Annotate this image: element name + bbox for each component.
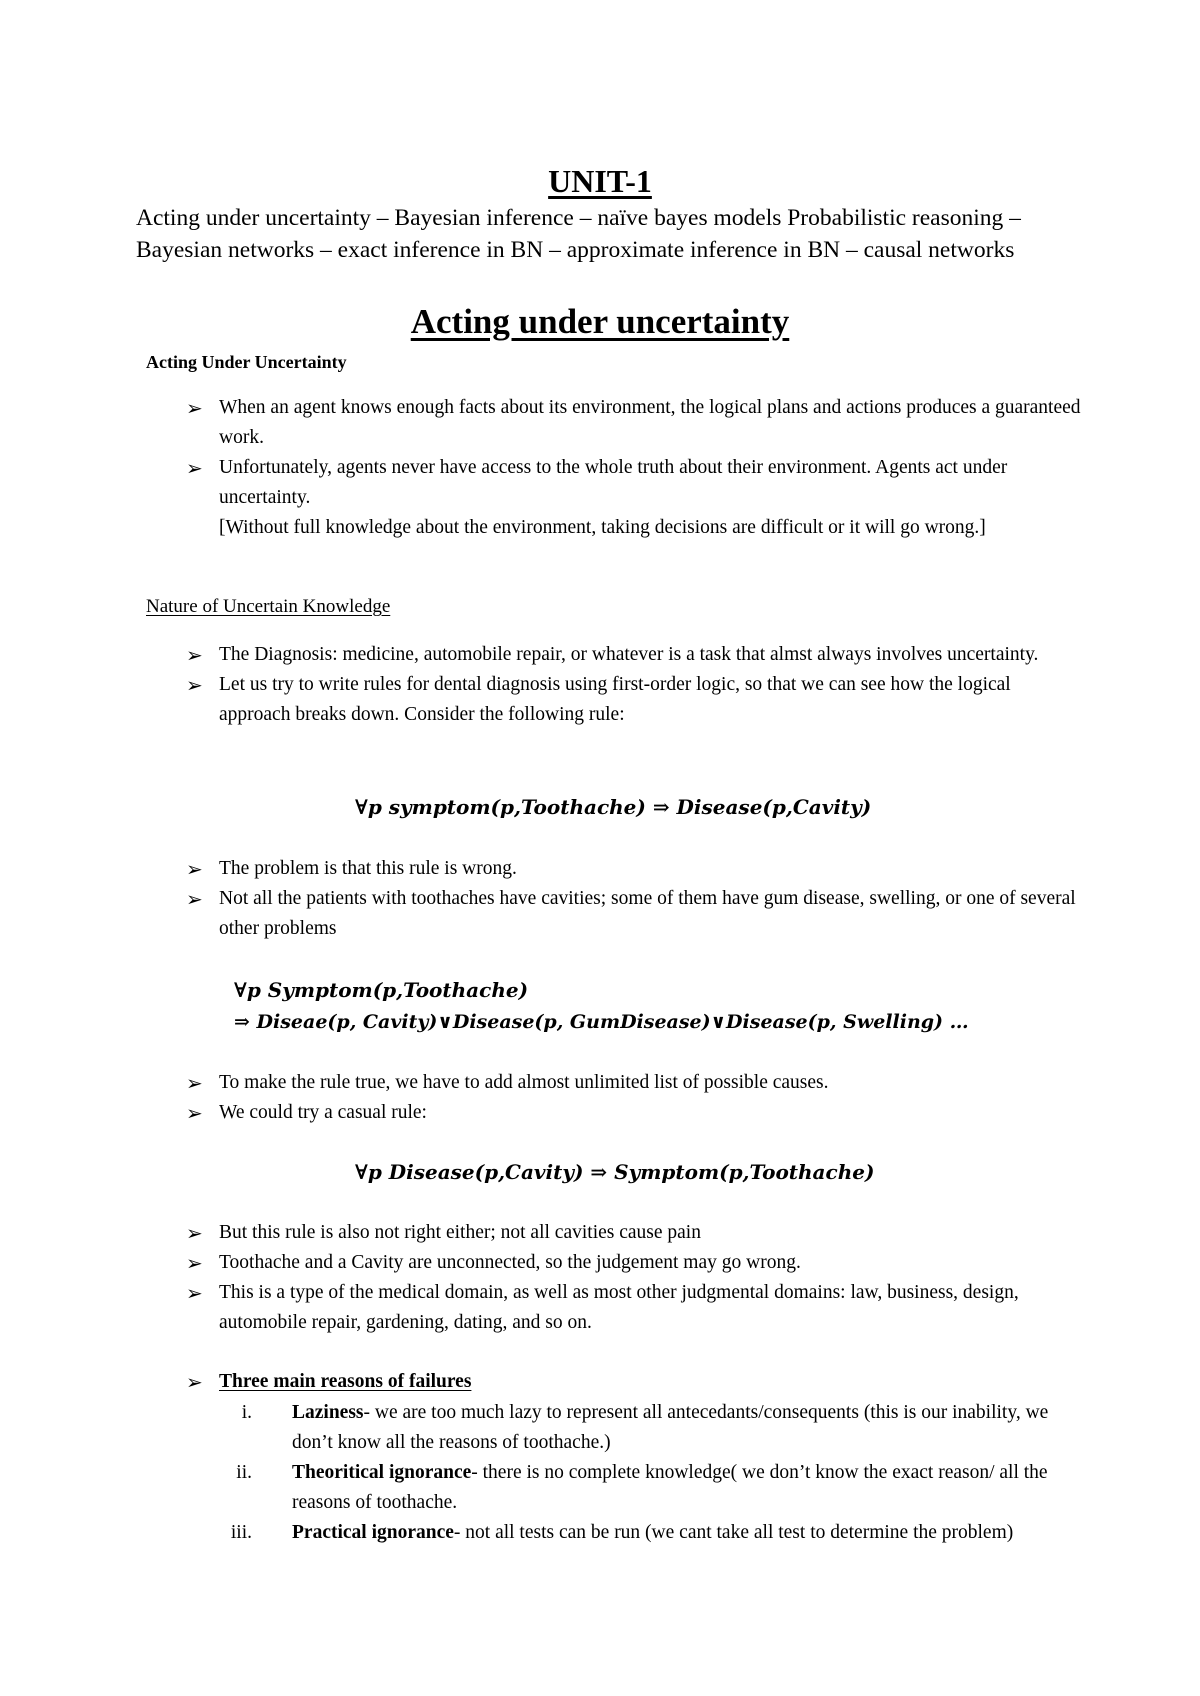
arrow-bullet-icon: ➢ <box>186 1101 203 1125</box>
section-title-text: Acting under uncertainty <box>410 302 790 341</box>
arrow-bullet-icon: ➢ <box>186 396 203 420</box>
list-item <box>186 453 1086 543</box>
nature-heading: Nature of Uncertain Knowledge <box>146 596 391 617</box>
arrow-bullet-icon: ➢ <box>186 456 203 480</box>
roman-numeral: iii. <box>230 1522 252 1543</box>
failures-heading-list <box>186 1367 1086 1397</box>
arrow-bullet-icon: ➢ <box>186 1251 203 1275</box>
list-item <box>222 1398 1082 1458</box>
failure-term: Laziness <box>292 1402 364 1423</box>
unit-intro: Acting under uncertainty – Bayesian inference – naïve bayes models Probabilistic reasoning – Bayesian networks – exact inference in BN – approximate inference in BN – causal networks <box>136 205 1021 263</box>
arrow-bullet-icon: ➢ <box>186 673 203 697</box>
failures-heading-text: Three main reasons of failures <box>219 1371 472 1392</box>
failures-heading <box>219 1367 1086 1397</box>
bullet-text: To make the rule true, we have to add almost unlimited list of possible causes. <box>219 1072 829 1093</box>
list-item <box>186 393 1086 453</box>
nature-bullet-list <box>186 640 1086 730</box>
failures-list <box>222 1398 1082 1548</box>
list-item <box>186 1278 1086 1338</box>
list-item <box>222 1518 1082 1548</box>
but-bullet-list <box>186 1218 1086 1338</box>
subheading-acting: Acting Under Uncertainty <box>146 352 347 372</box>
formula-causal-rule: ∀p Disease(p,Cavity) ⇒ Symptom(p,Toothache) <box>355 1160 875 1184</box>
unit-title <box>0 161 1200 201</box>
bullet-text: Unfortunately, agents never have access to the whole truth about their environment. Agents act under uncertainty. <box>219 457 1008 508</box>
bullet-text: The Diagnosis: medicine, automobile repair, or whatever is a task that almst always involves uncertainty. <box>219 644 1039 665</box>
bullet-text: When an agent knows enough facts about its environment, the logical plans and actions produces a guaranteed work. <box>219 397 1081 448</box>
arrow-bullet-icon: ➢ <box>186 1281 203 1305</box>
list-item <box>186 1367 1086 1397</box>
roman-numeral: i. <box>241 1402 252 1423</box>
list-item <box>186 670 1086 730</box>
bullet-note: [Without full knowledge about the environment, taking decisions are difficult or it will go wrong.] <box>219 517 986 538</box>
arrow-bullet-icon: ➢ <box>186 887 203 911</box>
list-item <box>186 854 1086 884</box>
list-item <box>186 1098 1086 1128</box>
arrow-bullet-icon: ➢ <box>186 643 203 667</box>
roman-numeral: ii. <box>236 1462 252 1483</box>
list-item <box>186 1068 1086 1098</box>
bullet-text: This is a type of the medical domain, as well as most other judgmental domains: law, business, design, automobile repair, gardening, dating, and so on. <box>219 1282 1019 1333</box>
unit-title-text: UNIT-1 <box>548 163 652 199</box>
bullet-text: Toothache and a Cavity are unconnected, so the judgement may go wrong. <box>219 1252 801 1273</box>
formula-disjunction-line1: ∀p Symptom(p,Toothache) <box>234 978 529 1002</box>
list-item <box>186 640 1086 670</box>
acting-bullet-list <box>186 393 1086 543</box>
list-item <box>186 1218 1086 1248</box>
failure-description: - not all tests can be run (we cant take all test to determine the problem) <box>453 1522 1014 1543</box>
formula-symptom-rule: ∀p symptom(p,Toothache) ⇒ Disease(p,Cavity) <box>355 795 872 819</box>
rule-bullet-list <box>186 1068 1086 1128</box>
failure-description: - there is no complete knowledge( we don’t know the exact reason/ all the reasons of toothache. <box>292 1462 1048 1513</box>
failure-term: Practical ignorance <box>292 1522 454 1543</box>
bullet-text: Not all the patients with toothaches have cavities; some of them have gum disease, swelling, or one of several other problems <box>219 888 1076 939</box>
bullet-text: The problem is that this rule is wrong. <box>219 858 517 879</box>
failure-term: Theoritical ignorance <box>292 1462 472 1483</box>
failure-description: - we are too much lazy to represent all antecedants/consequents (this is our inability, we don’t know all the reasons of toothache.) <box>292 1402 1049 1453</box>
arrow-bullet-icon: ➢ <box>186 1221 203 1245</box>
list-item <box>222 1458 1082 1518</box>
list-item <box>186 1248 1086 1278</box>
bullet-text: We could try a casual rule: <box>219 1102 427 1123</box>
list-item <box>186 884 1086 944</box>
formula-disjunction-line2: ⇒ Diseae(p, Cavity)∨Disease(p, GumDisease)∨Disease(p, Swelling) … <box>234 1011 969 1033</box>
arrow-bullet-icon: ➢ <box>186 857 203 881</box>
bullet-text: Let us try to write rules for dental diagnosis using first-order logic, so that we can see how the logical approach breaks down. Consider the following rule: <box>219 674 1011 725</box>
bullet-text: But this rule is also not right either; not all cavities cause pain <box>219 1222 701 1243</box>
section-title <box>0 300 1200 344</box>
arrow-bullet-icon: ➢ <box>186 1370 203 1394</box>
arrow-bullet-icon: ➢ <box>186 1071 203 1095</box>
problem-bullet-list <box>186 854 1086 944</box>
